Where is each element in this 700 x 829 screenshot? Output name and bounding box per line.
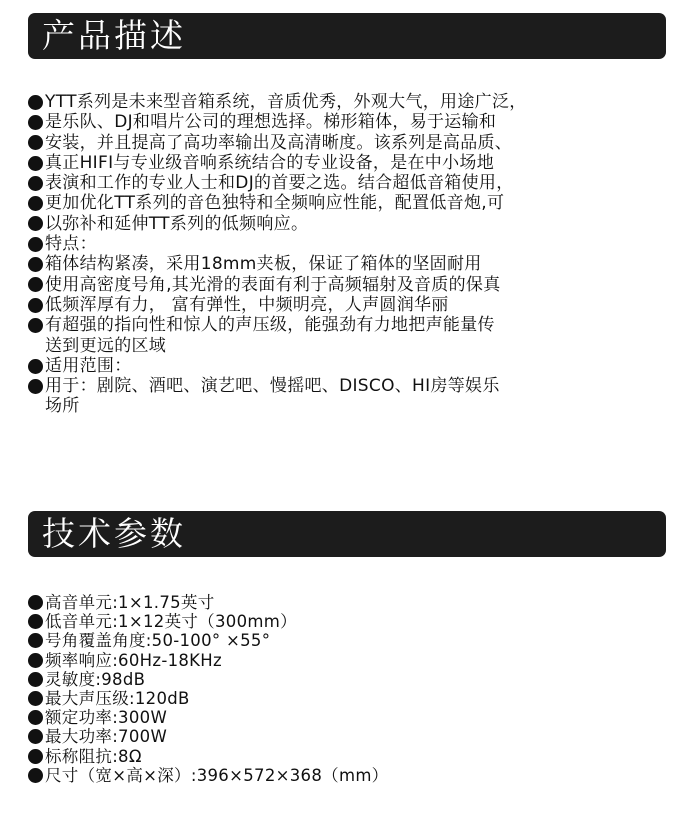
section-title: 产品描述 xyxy=(42,16,186,55)
bullet-icon xyxy=(28,318,43,333)
description-line-text: 更加优化TT系列的音色独特和全频响应性能，配置低音炮,可 xyxy=(45,193,505,214)
description-line-text: 有超强的指向性和惊人的声压级，能强劲有力地把声能量传 xyxy=(45,315,495,336)
description-line-text: 是乐队、DJ和唱片公司的理想选择。梯形箱体，易于运输和 xyxy=(45,112,497,133)
spec-line-text: 频率响应:60Hz-18KHz xyxy=(45,650,222,670)
bullet-icon xyxy=(28,298,43,313)
description-line-text: 使用高密度号角,其光滑的表面有利于高频辐射及音质的保真 xyxy=(45,274,501,295)
spec-line-text: 标称阻抗:8Ω xyxy=(45,746,142,766)
description-line-text: 表演和工作的专业人士和DJ的首要之选。结合超低音箱使用， xyxy=(45,173,514,194)
description-line-text: YTT系列是未来型音箱系统，音质优秀，外观大气，用途广泛， xyxy=(45,92,527,112)
description-line-text: 场所 xyxy=(45,396,80,417)
section-title: 技术参数 xyxy=(42,514,186,553)
bullet-icon xyxy=(28,729,43,744)
bullet-icon xyxy=(28,379,43,394)
bullet-icon xyxy=(28,176,43,191)
bullet-icon xyxy=(28,653,43,668)
bullet-icon xyxy=(28,768,43,783)
bullet-icon xyxy=(28,633,43,648)
description-line-text: 送到更远的区域 xyxy=(45,335,167,356)
spec-line-text: 最大功率:700W xyxy=(45,727,168,747)
description-line-text: 适用范围： xyxy=(45,355,132,376)
bullet-icon xyxy=(28,95,43,110)
bullet-icon xyxy=(28,156,43,171)
bullet-icon xyxy=(28,359,43,374)
bullet-icon xyxy=(28,614,43,629)
description-line-text: 特点： xyxy=(45,234,97,255)
bullet-icon xyxy=(28,595,43,610)
spec-line-text: 号角覆盖角度:50-100° ×55° xyxy=(45,631,271,651)
description-line-text: 安装，并且提高了高功率输出及高清晰度。该系列是高品质、 xyxy=(45,132,513,153)
description-line-text: 低频浑厚有力， 富有弹性，中频明亮，人声圆润华丽 xyxy=(45,294,449,315)
bullet-icon xyxy=(28,749,43,764)
bullet-icon xyxy=(28,277,43,292)
spec-line-text: 高音单元:1×1.75英寸 xyxy=(45,593,215,612)
spec-line-text: 额定功率:300W xyxy=(45,708,168,728)
bullet-icon xyxy=(28,710,43,725)
section-header-technical-specs xyxy=(28,511,666,557)
spec-line-text: 尺寸（宽×高×深）:396×572×368（mm） xyxy=(45,765,389,785)
bullet-icon xyxy=(28,691,43,706)
bullet-icon xyxy=(28,115,43,130)
bullet-icon xyxy=(28,216,43,231)
spec-line-text: 低音单元:1×12英寸（300mm） xyxy=(45,612,297,632)
spec-line-text: 灵敏度:98dB xyxy=(45,669,146,689)
description-line-text: 箱体结构紧凑，采用18mm夹板，保证了箱体的坚固耐用 xyxy=(45,254,482,275)
bullet-icon xyxy=(28,672,43,687)
bullet-icon xyxy=(28,135,43,150)
description-line-text: 以弥补和延伸TT系列的低频响应。 xyxy=(45,213,309,234)
spec-line-text: 最大声压级:120dB xyxy=(45,688,190,708)
description-line-text: 真正HIFI与专业级音响系统结合的专业设备，是在中小场地 xyxy=(45,152,494,173)
bullet-icon xyxy=(28,196,43,211)
bullet-icon xyxy=(28,257,43,272)
bullet-icon xyxy=(28,237,43,252)
description-line-text: 用于：剧院、酒吧、演艺吧、慢摇吧、DISCO、HI房等娱乐 xyxy=(45,376,500,397)
section-header-product-description xyxy=(28,13,666,59)
